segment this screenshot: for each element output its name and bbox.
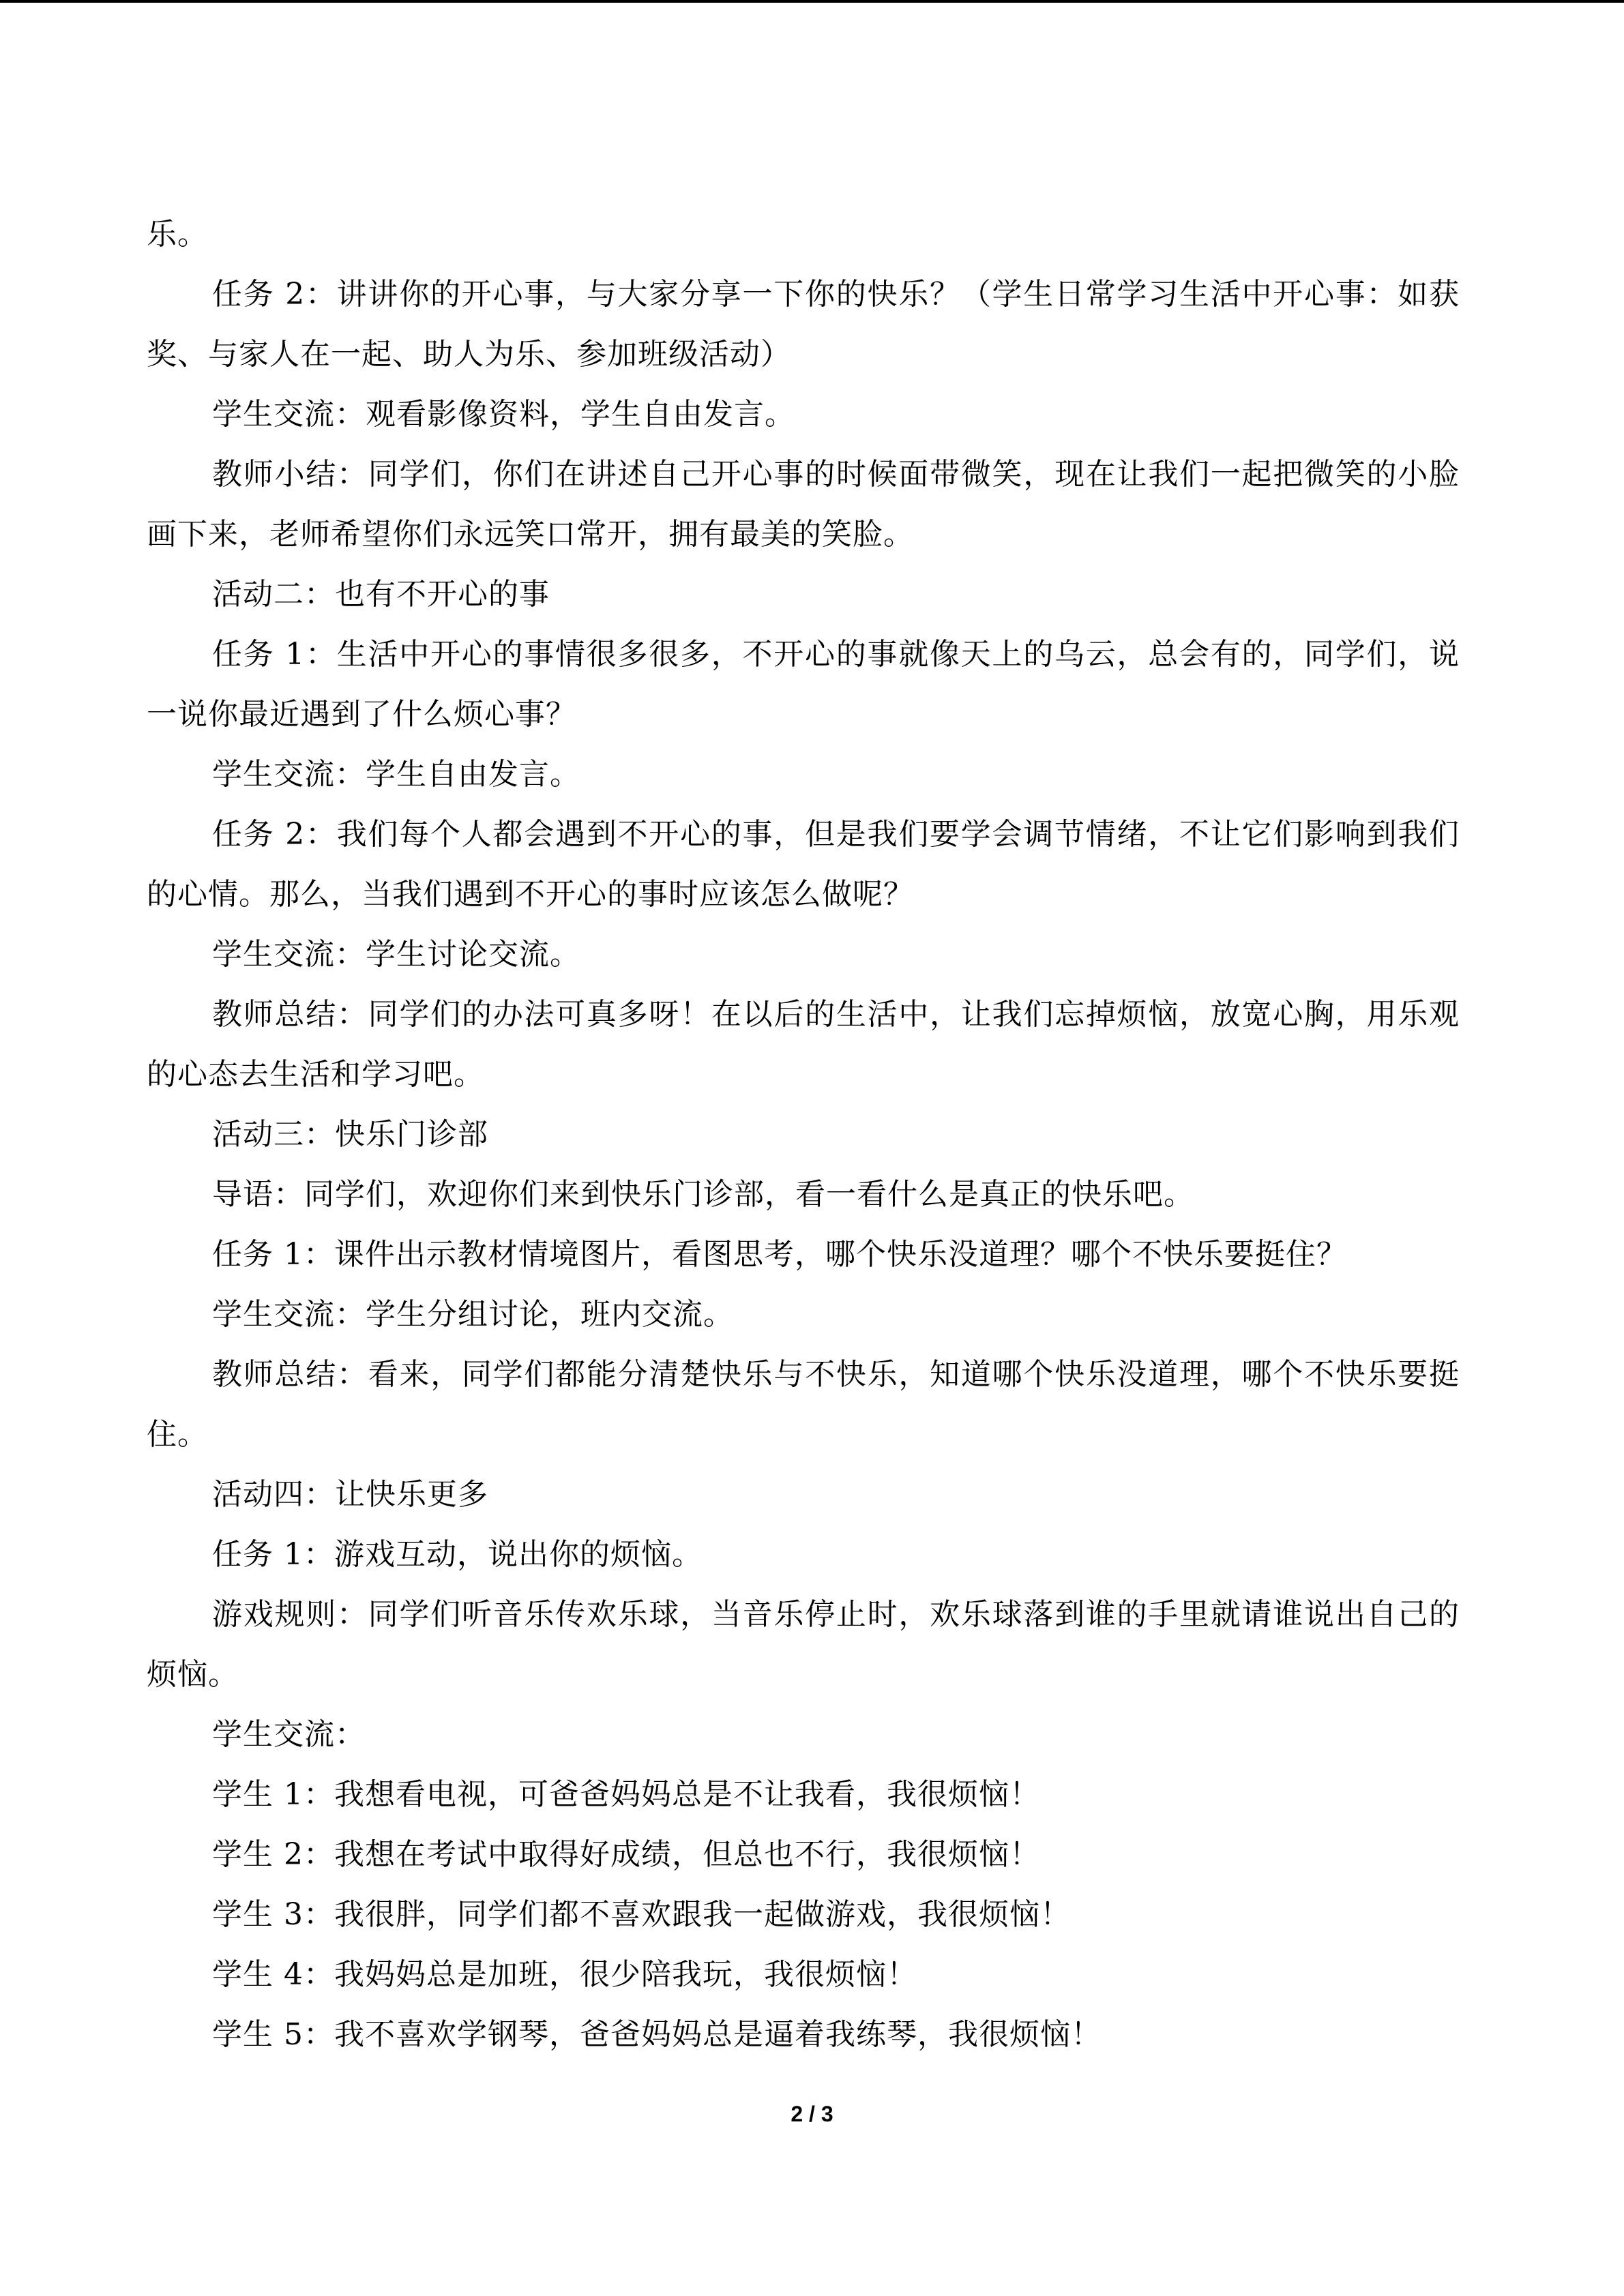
paragraph: 任务 1：游戏互动，说出你的烦恼。: [212, 1537, 703, 1572]
paragraph: 学生 1：我想看电视，可爸爸妈妈总是不让我看，我很烦恼！: [212, 1777, 1040, 1812]
paragraph: 学生 2：我想在考试中取得好成绩，但总也不行，我很烦恼！: [212, 1837, 1040, 1872]
paragraph: 学生 5：我不喜欢学钢琴，爸爸妈妈总是逼着我练琴，我很烦恼！: [212, 2017, 1102, 2052]
paragraph: 游戏规则：同学们听音乐传欢乐球，当音乐停止时，欢乐球落到谁的手里就请谁说出自己的烦恼。: [147, 1597, 1460, 1692]
paragraph: 导语：同学们，欢迎你们来到快乐门诊部，看一看什么是真正的快乐吧。: [212, 1177, 1194, 1212]
paragraph: 教师总结：看来，同学们都能分清楚快乐与不快乐，知道哪个快乐没道理，哪个不快乐要挺住。: [147, 1357, 1460, 1452]
paragraph: 任务 1：生活中开心的事情很多很多，不开心的事就像天上的乌云，总会有的，同学们，说一说你最近遇到了什么烦心事？: [147, 637, 1460, 732]
paragraph: 任务 2：讲讲你的开心事，与大家分享一下你的快乐？（学生日常学习生活中开心事：如获奖、与家人在一起、助人为乐、参加班级活动）: [147, 277, 1460, 372]
paragraph: 学生交流：观看影像资料，学生自由发言。: [212, 397, 795, 432]
paragraph: 学生 4：我妈妈总是加班，很少陪我玩，我很烦恼！: [212, 1957, 917, 1992]
paragraph: 学生交流：: [212, 1717, 366, 1752]
paragraph: 学生 3：我很胖，同学们都不喜欢跟我一起做游戏，我很烦恼！: [212, 1897, 1071, 1932]
document-body: [147, 205, 1460, 2065]
paragraph: 学生交流：学生分组讨论，班内交流。: [212, 1297, 734, 1332]
paragraph: 学生交流：学生讨论交流。: [212, 937, 580, 972]
paragraph: 任务 2：我们每个人都会遇到不开心的事，但是我们要学会调节情绪，不让它们影响到我们的心情。那么，当我们遇到不开心的事时应该怎么做呢？: [147, 817, 1460, 912]
page-top-border: [0, 0, 1624, 3]
paragraph: 教师总结：同学们的办法可真多呀！在以后的生活中，让我们忘掉烦恼，放宽心胸，用乐观的心态去生活和学习吧。: [147, 997, 1460, 1092]
paragraph: 学生交流：学生自由发言。: [212, 757, 580, 792]
section-heading: 活动四：让快乐更多: [212, 1477, 488, 1512]
paragraph: 教师小结：同学们，你们在讲述自己开心事的时候面带微笑，现在让我们一起把微笑的小脸画下来，老师希望你们永远笑口常开，拥有最美的笑脸。: [147, 457, 1460, 552]
section-heading: 活动三：快乐门诊部: [212, 1117, 488, 1152]
paragraph: 任务 1：课件出示教材情境图片，看图思考，哪个快乐没道理？哪个不快乐要挺住？: [212, 1237, 1347, 1272]
page-number: 2 / 3: [791, 2102, 833, 2126]
paragraph: 乐。: [147, 217, 208, 252]
section-heading: 活动二：也有不开心的事: [212, 577, 550, 612]
